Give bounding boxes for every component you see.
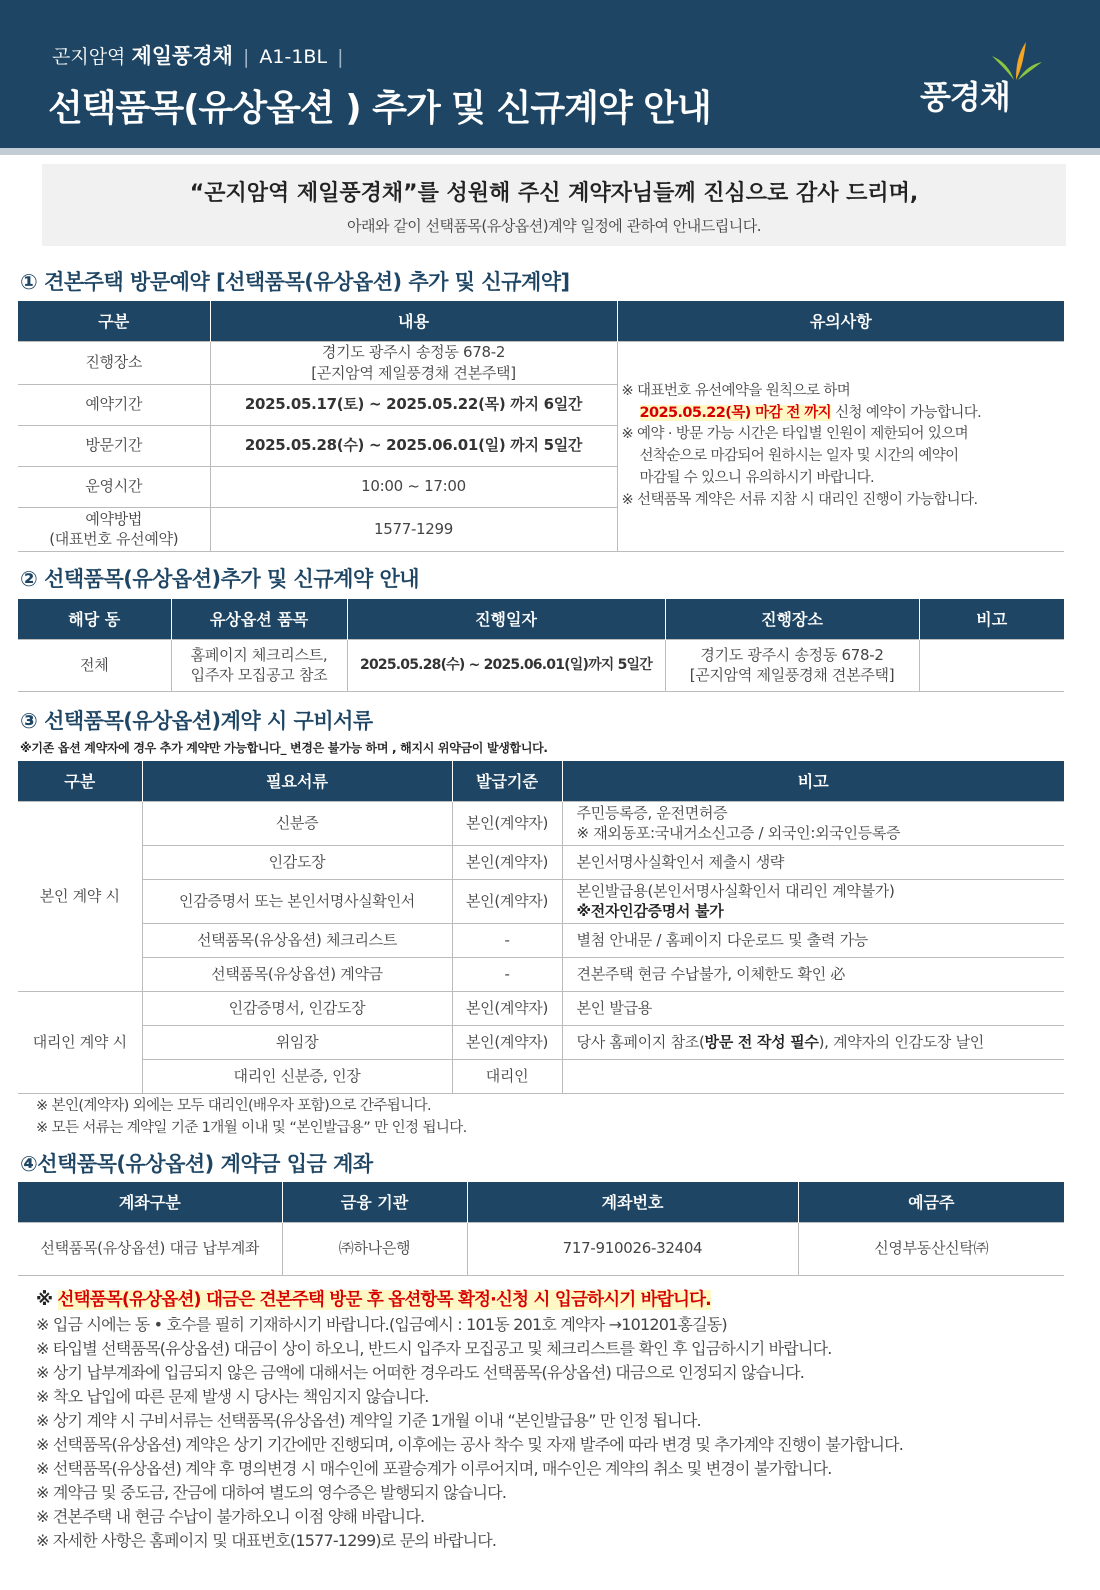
group-self: 본인 계약 시 <box>18 801 142 991</box>
note-1-tail: 신청 예약이 가능합니다. <box>831 404 982 421</box>
note-item: ※ 착오 납입에 따른 문제 발생 시 당사는 책임지지 않습니다. <box>36 1387 429 1407</box>
note-certificate-line2: ※전자인감증명서 불가 <box>576 902 724 920</box>
note-item: ※ 견본주택 내 현금 수납이 불가하오니 이점 양해 바랍니다. <box>36 1507 425 1527</box>
doc-power-of-attorney: 위임장 <box>142 1025 452 1059</box>
header-date: 진행일자 <box>347 599 665 639</box>
header-category: 구분 <box>18 301 210 341</box>
note-item: ※ 계약금 및 중도금, 잔금에 대하여 별도의 영수증은 발행되지 않습니다. <box>36 1483 507 1503</box>
intro-subtext: 아래와 같이 선택품목(유상옵션)계약 일정에 관하여 안내드립니다. <box>346 217 762 235</box>
note-item: ※ 선택품목(유상옵션) 계약 후 명의변경 시 매수인에 포괄승계가 이루어지며, 매수인은 계약의 취소 및 변경이 불가합니다. <box>36 1459 832 1479</box>
group-agent: 대리인 계약 시 <box>18 991 142 1093</box>
doc-agent-id: 대리인 신분증, 인장 <box>142 1059 452 1093</box>
header-subtitle <box>52 40 348 70</box>
header-remark: 비고 <box>919 599 1064 639</box>
block-code: A1-1BL <box>259 46 328 68</box>
basis-seal: 본인(계약자) <box>452 845 562 879</box>
row-value-method: 1577-1299 <box>210 507 617 551</box>
note-id <box>562 801 1064 845</box>
bottom-notes <box>36 1287 903 1553</box>
note-item: ※ 타입별 선택품목(유상옵션) 대금이 상이 하오니, 반드시 입주자 모집공고 및 체크리스트를 확인 후 입금하시기 바랍니다. <box>36 1339 832 1359</box>
basis-agent-id: 대리인 <box>452 1059 562 1093</box>
section1-title: ① 견본주택 방문예약 [선택품목(유상옵션) 추가 및 신규계약] <box>20 270 570 294</box>
cell-holder: 신영부동산신탁㈜ <box>798 1222 1064 1275</box>
method-sublabel: (대표번호 유선예약) <box>49 530 179 548</box>
cell-bank: ㈜하나은행 <box>282 1222 467 1275</box>
section4-title: ④선택품목(유상옵션) 계약금 입금 계좌 <box>20 1152 373 1176</box>
cell-item <box>171 639 347 691</box>
contract-info-table <box>18 599 1064 692</box>
header-account-type: 계좌구분 <box>18 1182 282 1222</box>
note-item: ※ 상기 계약 시 구비서류는 선택품목(유상옵션) 계약일 기준 1개월 이내 “본인발급용” 만 인정 됩니다. <box>36 1411 701 1431</box>
deposit-account-table <box>18 1182 1064 1276</box>
cell-account-number: 717-910026-32404 <box>467 1222 798 1275</box>
note-item: ※ 선택품목(유상옵션) 계약은 상기 기간에만 진행되며, 이후에는 공사 착수 및 자재 발주에 따라 변경 및 추가계약 진행이 불가합니다. <box>36 1435 904 1455</box>
note-2: ※ 예약 · 방문 가능 시간은 타입별 인원이 제한되어 있으며 <box>621 426 969 443</box>
note-agent-certificate: 본인 발급용 <box>562 991 1064 1025</box>
header-holder: 예금주 <box>798 1182 1064 1222</box>
highlight-note <box>36 1287 903 1313</box>
note-1: ※ 대표번호 유선예약을 원칙으로 하며 <box>621 382 851 399</box>
basis-power-of-attorney: 본인(계약자) <box>452 1025 562 1059</box>
basis-id: 본인(계약자) <box>452 801 562 845</box>
note-certificate-line1: 본인발급용(본인서명사실확인서 대리인 계약불가) <box>576 881 895 900</box>
row-value-hours: 10:00 ~ 17:00 <box>210 466 617 507</box>
section3-subnote: ※기존 옵션 계약자에 경우 추가 계약만 가능합니다_ 변경은 불가능 하며 , 해지시 위약금이 발생합니다. <box>20 741 548 755</box>
cell-remark <box>919 639 1064 691</box>
doc-deposit: 선택품목(유상옵션) 계약금 <box>142 957 452 991</box>
header-underline <box>0 148 1100 155</box>
header-remark: 비고 <box>562 761 1064 801</box>
intro-headline: “곤지암역 제일풍경채”를 성원해 주신 계약자님들께 진심으로 감사 드리며, <box>189 181 919 206</box>
row-value-place <box>210 341 617 384</box>
doc-agent-certificate: 인감증명서, 인감도장 <box>142 991 452 1025</box>
row-value-reservation: 2025.05.17(토) ~ 2025.05.22(목) 까지 6일간 <box>210 384 617 425</box>
required-documents-table <box>18 761 1064 1094</box>
note-2-line3: 마감될 수 있으니 유의하시기 바랍니다. <box>639 469 875 486</box>
note-seal: 본인서명사실확인서 제출시 생략 <box>562 845 1064 879</box>
cell-place <box>665 639 919 691</box>
header-bank: 금융 기관 <box>282 1182 467 1222</box>
cell-dong: 전체 <box>18 639 171 691</box>
row-label-reservation: 예약기간 <box>18 384 210 425</box>
header-basis: 발급기준 <box>452 761 562 801</box>
place-address: 경기도 광주시 송정동 678-2 <box>321 343 506 362</box>
note-poa-head: 당사 홈페이지 참조( <box>576 1032 705 1051</box>
place-name: [곤지암역 제일풍경채 견본주택] <box>311 363 516 382</box>
row-value-visit: 2025.05.28(수) ~ 2025.06.01(일) 까지 5일간 <box>210 425 617 466</box>
footnote-2: ※ 모든 서류는 계약일 기준 1개월 이내 및 “본인발급용” 만 인정 됩니다. <box>36 1119 467 1136</box>
logo-text: 풍경채 <box>920 78 1010 116</box>
note-2-line2: 선착순으로 마감되어 원하시는 일자 및 시간의 예약이 <box>639 448 959 464</box>
cell-date: 2025.05.28(수) ~ 2025.06.01(일)까지 5일간 <box>347 639 665 691</box>
note-item: ※ 상기 납부계좌에 입금되지 않은 금액에 대해서는 어떠한 경우라도 선택품목(유상옵션) 대금으로 인정되지 않습니다. <box>36 1363 805 1383</box>
page-title: 선택품목(유상옵션 ) 추가 및 신규계약 안내 <box>48 88 711 129</box>
header-content: 내용 <box>210 301 617 341</box>
section3-title: ③ 선택품목(유상옵션)계약 시 구비서류 <box>20 709 373 733</box>
basis-agent-certificate: 본인(계약자) <box>452 991 562 1025</box>
note-deposit: 견본주택 현금 수납불가, 이체한도 확인 必 <box>562 957 1064 991</box>
section3-footnotes <box>36 1096 467 1140</box>
doc-certificate: 인감증명서 또는 본인서명사실확인서 <box>142 879 452 923</box>
note-poa-bold: 방문 전 작성 필수 <box>704 1032 819 1051</box>
header-account-number: 계좌번호 <box>467 1182 798 1222</box>
note-agent-id <box>562 1059 1064 1093</box>
note-1-line2 <box>622 403 1065 425</box>
section2-title: ② 선택품목(유상옵션)추가 및 신규계약 안내 <box>20 567 420 591</box>
note-id-line2: ※ 재외동포:국내거소신고증 / 외국인:외국인등록증 <box>576 824 901 842</box>
note-item: ※ 입금 시에는 동 • 호수를 필히 기재하시기 바랍니다.(입금예시 : 101동 201호 계약자 →101201홍길동) <box>36 1315 727 1335</box>
basis-certificate: 본인(계약자) <box>452 879 562 923</box>
doc-id: 신분증 <box>142 801 452 845</box>
row-label-visit: 방문기간 <box>18 425 210 466</box>
deadline-highlight: 2025.05.22(목) 마감 전 까지 <box>639 404 832 421</box>
header-place: 진행장소 <box>665 599 919 639</box>
item-line2: 입주자 모집공고 참조 <box>190 666 328 684</box>
doc-checklist: 선택품목(유상옵션) 체크리스트 <box>142 923 452 957</box>
row-label-place: 진행장소 <box>18 341 210 384</box>
divider: | <box>337 46 344 68</box>
note-checklist: 별첨 안내문 / 홈페이지 다운로드 및 출력 가능 <box>562 923 1064 957</box>
basis-deposit: - <box>452 957 562 991</box>
header-notes: 유의사항 <box>617 301 1064 341</box>
notes-cell <box>617 341 1064 551</box>
header-item: 유상옵션 품목 <box>171 599 347 639</box>
place-line2: [곤지암역 제일풍경채 견본주택] <box>689 666 895 684</box>
row-label-method <box>18 507 210 551</box>
header-documents: 필요서류 <box>142 761 452 801</box>
complex-prefix: 곤지암역 <box>52 46 126 68</box>
row-label-hours: 운영시간 <box>18 466 210 507</box>
note-power-of-attorney <box>562 1025 1064 1059</box>
divider: | <box>242 46 250 68</box>
header-dong: 해당 동 <box>18 599 171 639</box>
header-category: 구분 <box>18 761 142 801</box>
place-line1: 경기도 광주시 송정동 678-2 <box>700 645 884 664</box>
visit-reservation-table <box>18 301 1064 552</box>
note-poa-tail: ), 계약자의 인감도장 날인 <box>818 1032 984 1051</box>
note-certificate <box>562 879 1064 923</box>
cell-account-type: 선택품목(유상옵션) 대금 납부계좌 <box>18 1222 282 1275</box>
note-3: ※ 선택품목 계약은 서류 지참 시 대리인 진행이 가능합니다. <box>621 491 978 508</box>
item-line1: 홈페이지 체크리스트, <box>190 645 328 664</box>
method-label: 예약방법 <box>85 509 143 528</box>
note-id-line1: 주민등록증, 운전면허증 <box>576 803 728 822</box>
intro-box <box>42 164 1066 246</box>
highlight-text: 선택품목(유상옵션) 대금은 견본주택 방문 후 옵션항목 확정·신청 시 입금하시기 바랍니다. <box>57 1290 712 1310</box>
note-item: ※ 자세한 사항은 홈페이지 및 대표번호(1577-1299)로 문의 바랍니다. <box>36 1531 497 1551</box>
header-banner <box>0 0 1100 148</box>
note-mark: ※ <box>36 1290 58 1310</box>
footnote-1: ※ 본인(계약자) 외에는 모두 대리인(배우자 포함)으로 간주됩니다. <box>36 1098 432 1114</box>
brand-logo <box>920 40 1050 120</box>
doc-seal: 인감도장 <box>142 845 452 879</box>
complex-name: 제일풍경채 <box>131 44 233 68</box>
basis-checklist: - <box>452 923 562 957</box>
